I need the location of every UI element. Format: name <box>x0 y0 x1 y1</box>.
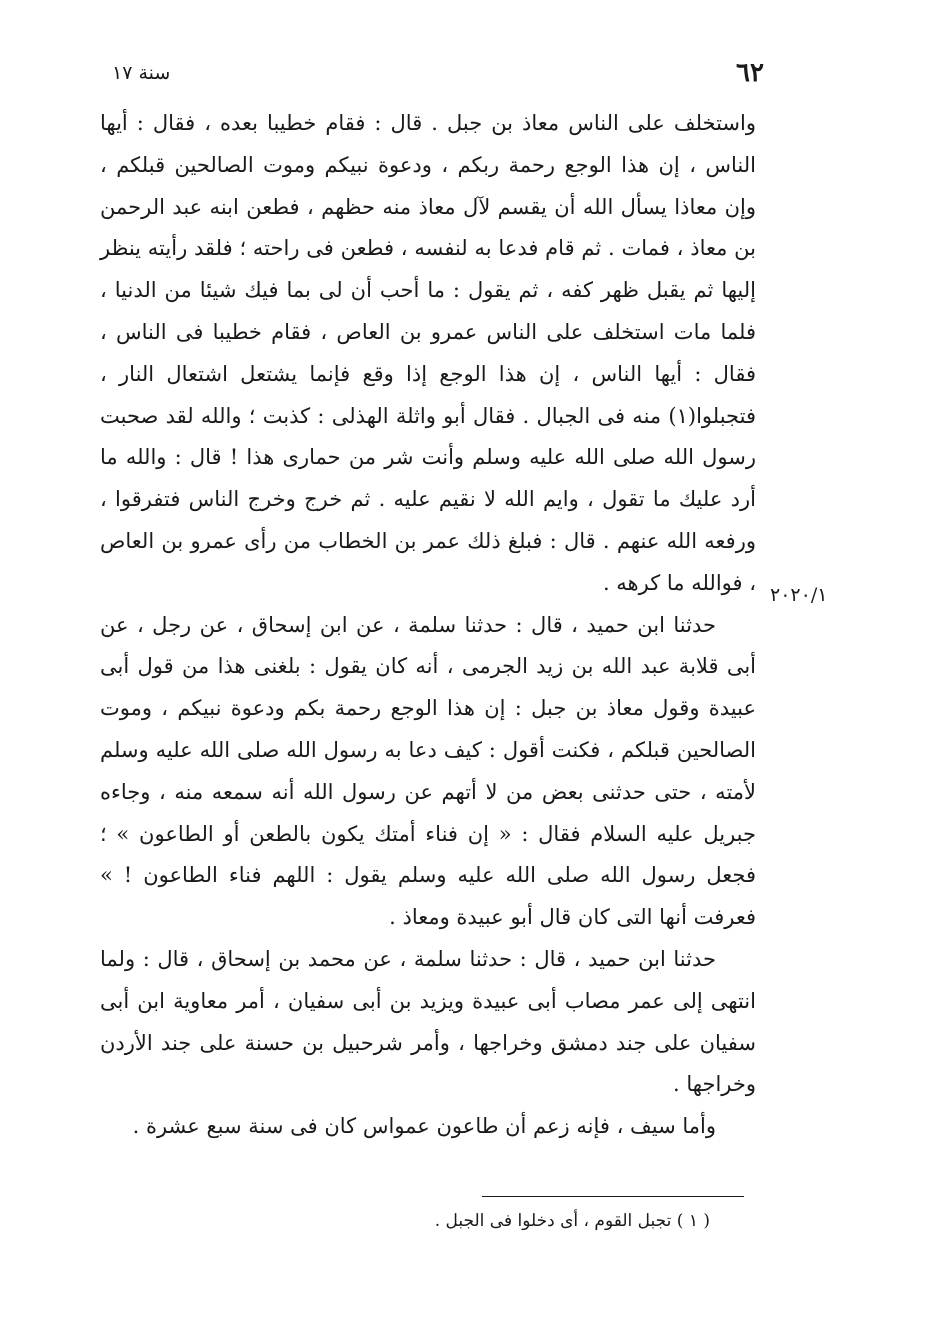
paragraph-1: واستخلف على الناس معاذ بن جبل . قال : فقام خطيبا بعده ، فقال : أيها الناس ، إن هذا الوجع رحمة ربكم ، ودعوة نبيكم وموت الصالحين قبلكم ، وإن معاذا يسأل الله أن يقسم لآل معاذ منه حظهم ، فطعن ابنه عبد الرحمن بن معاذ ، فمات . ثم قام فدعا به لنفسه ، فطعن فى راحته ؛ فلقد رأيته ينظر إليها ثم يقبل ظهر كفه ، ثم يقول : ما أحب أن لى بما فيك شيئا من الدنيا ، فلما مات استخلف على الناس عمرو بن العاص ، فقام خطيبا فى الناس ، فقال : أيها الناس ، إن هذا الوجع إذا وقع فإنما يشتعل اشتعال النار ، فتجبلوا(١) منه فى الجبال . فقال أبو واثلة الهذلى : كذبت ؛ والله لقد صحبت رسول الله صلى الله عليه وسلم وأنت شر من حمارى هذا ! قال : والله ما أرد عليك ما تقول ، وايم الله لا نقيم عليه . ثم خرج وخرج الناس فتفرقوا ، ورفعه الله عنهم . قال : فبلغ ذلك عمر بن الخطاب من رأى عمرو بن العاص ، فوالله ما كرهه . <box>100 111 756 595</box>
paragraph-3: حدثنا ابن حميد ، قال : حدثنا سلمة ، عن محمد بن إسحاق ، قال : ولما انتهى إلى عمر مصاب أبى عبيدة ويزيد بن أبى سفيان ، أمر معاوية ابن أبى سفيان على جند دمشق وخراجها ، وأمر شرحبيل بن حسنة على جند الأردن وخراجها . <box>100 946 756 1097</box>
footnote: ( ١ ) تجبل القوم ، أى دخلوا فى الجبل . <box>434 1211 710 1231</box>
running-header-year: سنة ١٧ <box>112 62 171 84</box>
page-number: ٦٢ <box>736 58 764 88</box>
margin-reference-number: ٢٠٢٠/١ <box>770 584 828 606</box>
main-text-body <box>100 103 756 1148</box>
footnote-divider <box>482 1196 744 1197</box>
paragraph-4: وأما سيف ، فإنه زعم أن طاعون عمواس كان فى سنة سبع عشرة . <box>132 1114 716 1139</box>
paragraph-2: حدثنا ابن حميد ، قال : حدثنا سلمة ، عن ابن إسحاق ، عن رجل ، عن أبى قلابة عبد الله بن زيد الجرمى ، أنه كان يقول : بلغنى هذا من قول أبى عبيدة وقول معاذ بن جبل : إن هذا الوجع رحمة بكم ودعوة نبيكم ، وموت الصالحين قبلكم ، فكنت أقول : كيف دعا به رسول الله صلى الله عليه وسلم لأمته ، حتى حدثنى بعض من لا أتهم عن رسول الله أنه سمعه منه ، وجاءه جبريل عليه السلام فقال : « إن فناء أمتك يكون بالطعن أو الطاعون » ؛ فجعل رسول الله صلى الله عليه وسلم يقول : اللهم فناء الطاعون ! » فعرفت أنها التى كان قال أبو عبيدة ومعاذ . <box>100 612 756 930</box>
